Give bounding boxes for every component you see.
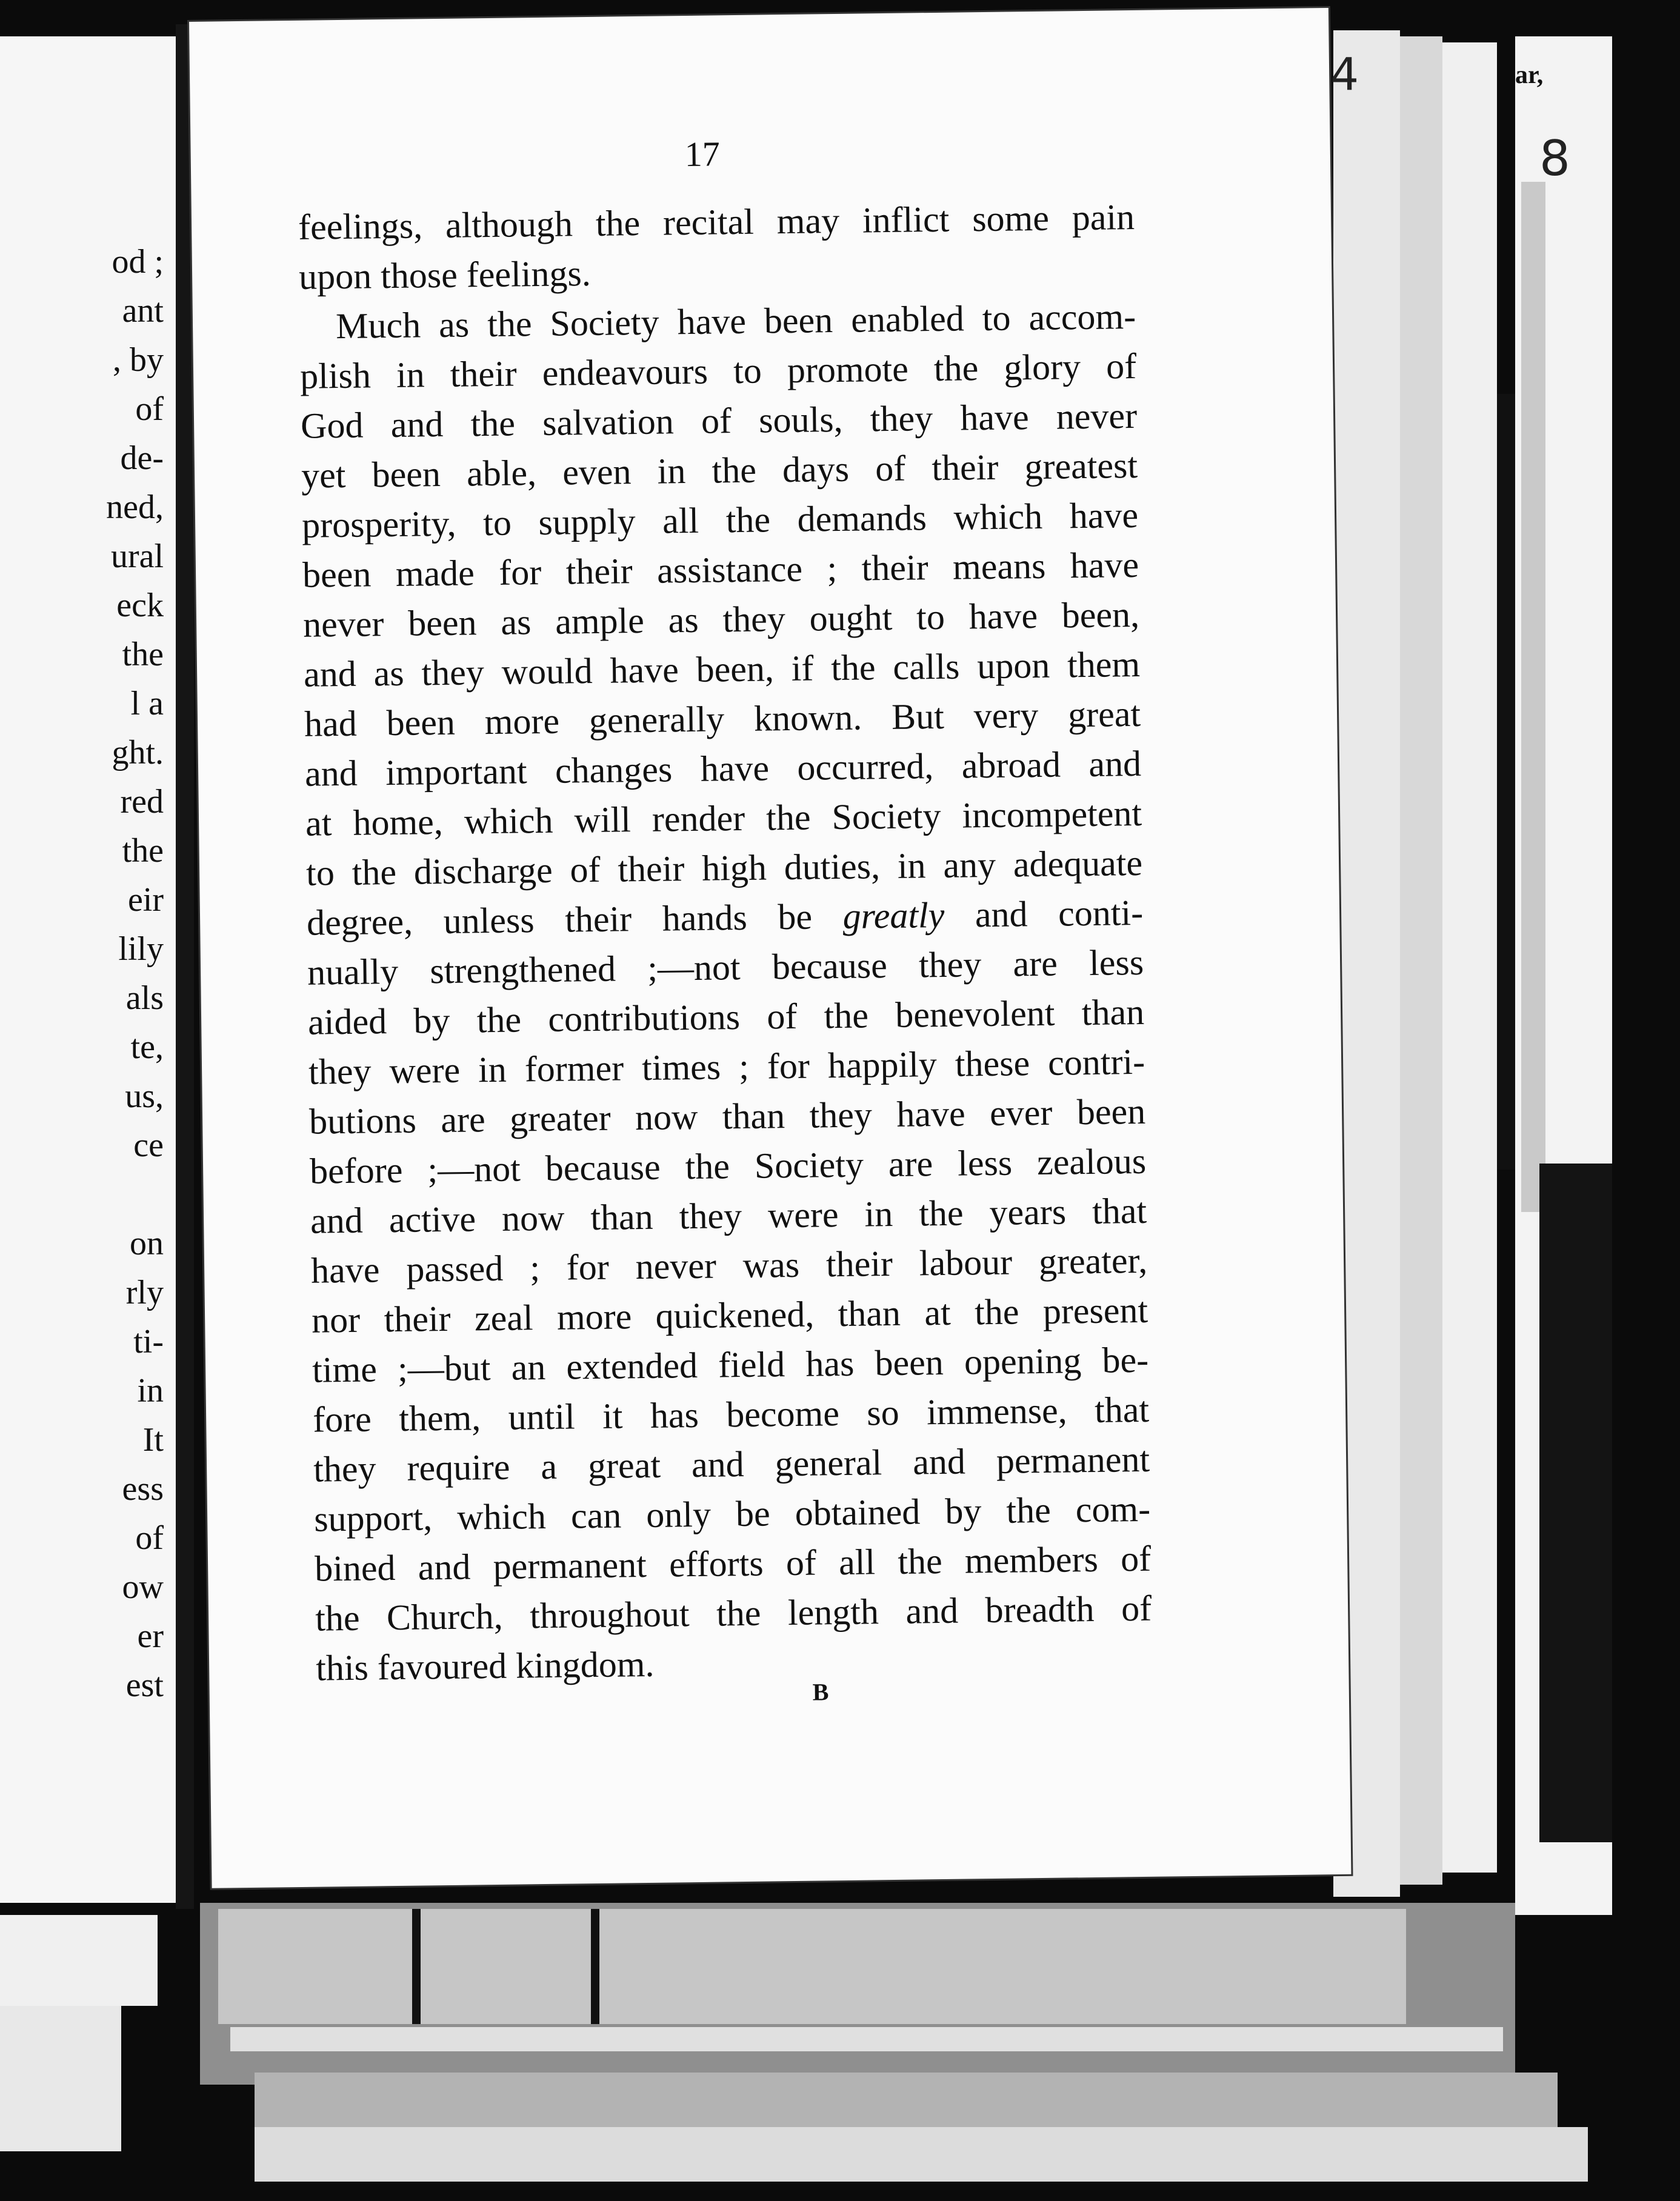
previous-page-text-fragment: te, (130, 1028, 164, 1066)
previous-page-text-fragment: ned, (106, 488, 164, 526)
handwritten-page-number: 4 (1330, 48, 1359, 101)
text-line: fore them, until it has become so immense, that (312, 1389, 1150, 1440)
page-edge-shadow (1539, 1164, 1612, 1842)
text-line: they were in former times ; for happily these contri- (308, 1041, 1145, 1092)
previous-page-text-fragment: l a (130, 685, 164, 722)
page-number: 17 (684, 134, 721, 175)
page-edge-shadow (1497, 394, 1515, 1170)
previous-page-text-fragment: rly (125, 1274, 164, 1311)
text-line: God and the salvation of souls, they have never (300, 395, 1138, 446)
previous-page-foot (0, 2006, 121, 2151)
text-line: butions are greater now than they have ever been (308, 1091, 1146, 1142)
text-segment: degree, unless their hands be (306, 896, 813, 943)
page-edge-stack (1442, 42, 1497, 1873)
previous-page-text-fragment: er (137, 1617, 164, 1655)
text-line: prosperity, to supply all the demands which have (301, 494, 1139, 545)
italic-emphasis: greatly (842, 894, 945, 936)
previous-page (0, 36, 185, 1903)
previous-page-text-fragment: the (122, 832, 164, 870)
previous-page-text-fragment: It (142, 1421, 164, 1459)
text-line: never been as ample as they ought to have been, (302, 594, 1140, 645)
text-line: and active now than they were in the years that (310, 1190, 1147, 1241)
previous-page-text-fragment: in (137, 1372, 164, 1410)
previous-page-text-fragment: od ; (112, 243, 164, 281)
text-line: and as they would have been, if the calls upon them (303, 644, 1141, 694)
text-line: support, which can only be obtained by the com- (313, 1488, 1151, 1539)
page-bottom-edge (255, 2073, 1558, 2127)
previous-page-text-fragment: ant (122, 292, 164, 330)
page-bottom-edge (230, 2027, 1503, 2051)
previous-page-text-fragment: ural (110, 538, 164, 575)
tab-label: ar, (1515, 61, 1544, 89)
text-line: nually strengthened ;—not because they are less (307, 942, 1144, 993)
text-line: and important changes have occurred, abroad and (304, 743, 1142, 794)
book-page (189, 8, 1351, 1888)
previous-page-text-fragment: ght. (112, 734, 164, 771)
previous-page-text-fragment: ow (122, 1568, 164, 1606)
cover-rule (591, 1909, 599, 2024)
text-line: had been more generally known. But very great (304, 693, 1141, 744)
text-line: feelings, although the recital may inflict some pain (298, 196, 1135, 247)
previous-page-text-fragment: on (130, 1225, 164, 1262)
previous-page-text-fragment: ti- (133, 1323, 164, 1360)
previous-page-text-fragment: of (135, 390, 164, 428)
previous-page-text-fragment: est (125, 1667, 164, 1704)
previous-page-foot (0, 1915, 158, 2006)
text-segment: and conti- (975, 892, 1144, 935)
text-line: plish in their endeavours to promote the glory of (299, 345, 1137, 396)
previous-page-text-fragment: of (135, 1519, 164, 1557)
previous-page-text-fragment: ess (122, 1470, 164, 1508)
previous-page-text-fragment: eir (127, 881, 164, 919)
book-gutter (176, 24, 194, 1909)
text-line: to the discharge of their high duties, in any adequate (305, 842, 1143, 893)
page-edge-stack (1400, 36, 1442, 1885)
previous-page-text-fragment: red (120, 783, 164, 821)
previous-page-text-fragment: de- (120, 439, 164, 477)
previous-page-text-fragment: als (125, 979, 164, 1017)
previous-page-text-fragment: , by (113, 341, 164, 379)
text-line: at home, which will render the Society incompetent (305, 793, 1142, 844)
signature-mark: B (812, 1678, 829, 1706)
page-edge-stack (1521, 182, 1545, 1212)
text-line: Much as the Society have been enabled to accom- (335, 296, 1136, 347)
previous-page-text-fragment: us, (125, 1077, 164, 1115)
text-line: time ;—but an extended field has been opening be- (312, 1339, 1149, 1390)
cover-rule (412, 1909, 421, 2024)
previous-page-text-fragment: ce (133, 1127, 164, 1164)
text-line: the Church, throughout the length and breadth of (315, 1588, 1152, 1639)
text-line: before ;—not because the Society are less zealous (309, 1140, 1147, 1191)
text-line: aided by the contributions of the benevolent than (307, 991, 1145, 1042)
text-line: yet been able, even in the days of their greatest (301, 445, 1138, 496)
previous-page-text-fragment: the (122, 636, 164, 673)
cover-board (218, 1909, 1406, 2024)
previous-page-text-fragment: eck (116, 587, 164, 624)
text-line: have passed ; for never was their labour greater, (310, 1240, 1148, 1291)
previous-page-text-fragment: lily (118, 930, 164, 968)
text-line: upon those feelings. (298, 253, 592, 297)
handwritten-folio-number: 8 (1539, 130, 1570, 187)
page-body (298, 192, 1153, 1693)
text-line: this favoured kingdom. (315, 1643, 655, 1688)
page-bottom-edge (255, 2127, 1588, 2182)
text-line: they require a great and general and permanent (313, 1439, 1150, 1490)
text-line: bined and permanent efforts of all the members of (314, 1538, 1152, 1589)
text-line: nor their zeal more quickened, than at the present (311, 1290, 1148, 1340)
text-line: been made for their assistance ; their means have (302, 544, 1139, 595)
